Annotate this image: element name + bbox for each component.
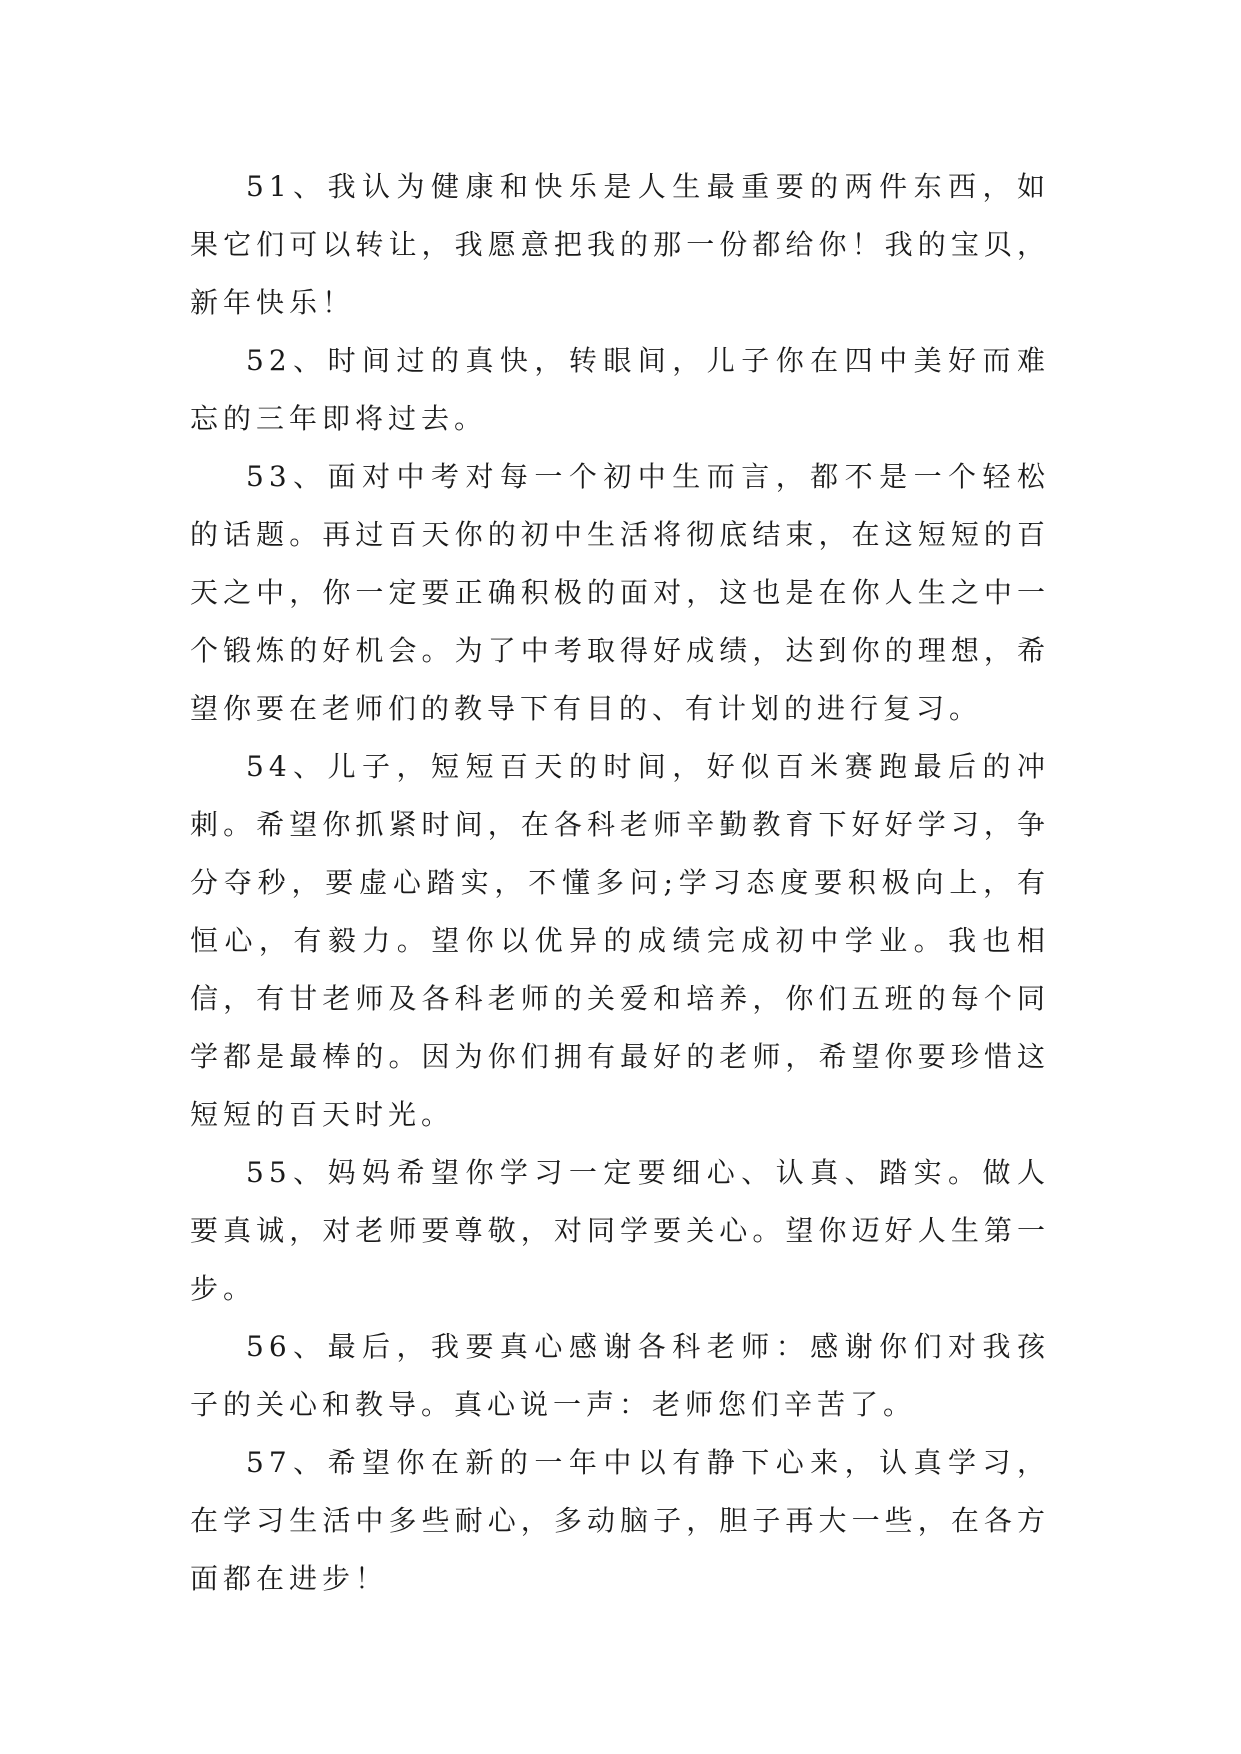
paragraph-51: 51、我认为健康和快乐是人生最重要的两件东西，如果它们可以转让，我愿意把我的那一份都给你！我的宝贝，新年快乐！ — [190, 170, 1050, 319]
paragraph-52: 52、时间过的真快，转眼间，儿子你在四中美好而难忘的三年即将过去。 — [190, 344, 1050, 435]
paragraph-56: 56、最后，我要真心感谢各科老师：感谢你们对我孩子的关心和教导。真心说一声：老师您们辛苦了。 — [190, 1330, 1050, 1421]
paragraph-55: 55、妈妈希望你学习一定要细心、认真、踏实。做人要真诚，对老师要尊敬，对同学要关心。望你迈好人生第一步。 — [190, 1156, 1050, 1305]
paragraph-53: 53、面对中考对每一个初中生而言，都不是一个轻松的话题。再过百天你的初中生活将彻底结束，在这短短的百天之中，你一定要正确积极的面对，这也是在你人生之中一个锻炼的好机会。为了中考取得好成绩，达到你的理想，希望你要在老师们的教导下有目的、有计划的进行复习。 — [190, 460, 1050, 725]
paragraph-54: 54、儿子，短短百天的时间，好似百米赛跑最后的冲刺。希望你抓紧时间，在各科老师辛勤教育下好好学习，争分夺秒，要虚心踏实，不懂多问;学习态度要积极向上，有恒心，有毅力。望你以优异的成绩完成初中学业。我也相信，有甘老师及各科老师的关爱和培养，你们五班的每个同学都是最棒的。因为你们拥有最好的老师，希望你要珍惜这短短的百天时光。 — [190, 750, 1050, 1131]
document-body — [190, 158, 1050, 1608]
paragraph-57: 57、希望你在新的一年中以有静下心来，认真学习，在学习生活中多些耐心，多动脑子，胆子再大一些，在各方面都在进步！ — [190, 1446, 1050, 1595]
